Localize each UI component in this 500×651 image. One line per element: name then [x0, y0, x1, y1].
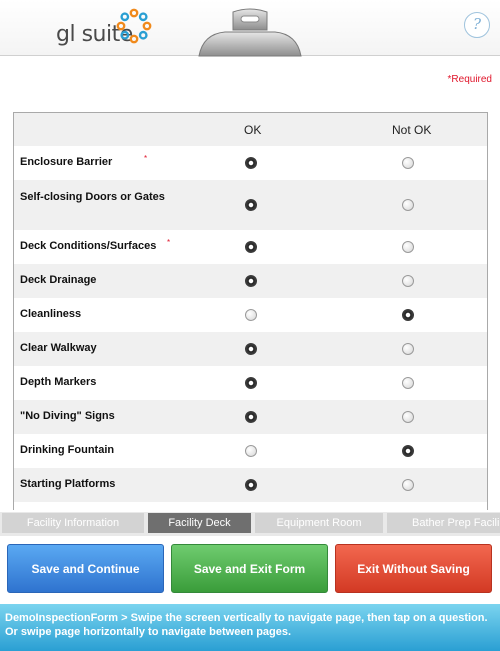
status-text: DemoInspectionForm > Swipe the screen vertically to navigate page, then tap on a question. Or swipe page horizontally to navigate between pages. — [5, 612, 488, 638]
question-label: Depth Markers — [20, 376, 97, 388]
table-row — [14, 400, 487, 434]
table-row — [14, 264, 487, 298]
question-label: Cleanliness — [20, 308, 82, 320]
col-header-ok: OK — [244, 123, 262, 137]
question-label: Deck Drainage — [20, 274, 97, 286]
question-label: Clear Walkway — [20, 342, 97, 354]
ok-radio[interactable] — [245, 309, 257, 321]
question-label: Drinking Fountain — [20, 444, 115, 456]
question-label: Starting Platforms — [20, 478, 116, 490]
question-label: Self-closing Doors or Gates — [20, 191, 165, 203]
question-label: Enclosure Barrier — [20, 156, 113, 168]
logo-flower-icon — [116, 8, 152, 44]
clipboard-clip-icon — [195, 8, 305, 58]
ok-radio[interactable] — [245, 199, 257, 211]
table-row — [14, 230, 487, 264]
ok-radio[interactable] — [245, 157, 257, 169]
required-marker: * — [144, 154, 148, 163]
logo-text: gl suite — [56, 22, 133, 47]
table-row — [14, 434, 487, 468]
exit-without-saving-button[interactable]: Exit Without Saving — [335, 544, 492, 593]
inspection-table — [13, 112, 488, 510]
table-row — [14, 146, 487, 180]
ok-radio[interactable] — [245, 343, 257, 355]
table-header-row — [14, 113, 487, 146]
tab-facility-deck[interactable]: Facility Deck — [148, 513, 251, 533]
not-ok-radio[interactable] — [402, 479, 414, 491]
glsuite-logo — [56, 8, 166, 48]
not-ok-radio[interactable] — [402, 343, 414, 355]
table-row — [14, 332, 487, 366]
not-ok-radio[interactable] — [402, 199, 414, 211]
not-ok-radio[interactable] — [402, 157, 414, 169]
tab-facility-information[interactable]: Facility Information — [2, 513, 144, 533]
ok-radio[interactable] — [245, 411, 257, 423]
not-ok-radio[interactable] — [402, 411, 414, 423]
col-header-not-ok: Not OK — [392, 123, 432, 137]
table-row — [14, 180, 487, 230]
not-ok-radio[interactable] — [402, 309, 414, 321]
question-label: "No Diving" Signs — [20, 410, 115, 422]
ok-radio[interactable] — [245, 479, 257, 491]
ok-radio[interactable] — [245, 241, 257, 253]
not-ok-radio[interactable] — [402, 445, 414, 457]
not-ok-radio[interactable] — [402, 377, 414, 389]
tab-equipment-room[interactable]: Equipment Room — [255, 513, 383, 533]
not-ok-radio[interactable] — [402, 275, 414, 287]
help-button[interactable]: ? — [464, 12, 490, 38]
table-row — [14, 468, 487, 502]
status-bar — [0, 604, 500, 651]
ok-radio[interactable] — [245, 377, 257, 389]
question-label: Deck Conditions/Surfaces — [20, 240, 157, 252]
table-row — [14, 366, 487, 400]
save-and-exit-button[interactable]: Save and Exit Form — [171, 544, 328, 593]
not-ok-radio[interactable] — [402, 241, 414, 253]
ok-radio[interactable] — [245, 275, 257, 287]
table-row — [14, 298, 487, 332]
required-marker: * — [167, 238, 171, 247]
app-header — [0, 0, 500, 56]
ok-radio[interactable] — [245, 445, 257, 457]
tab-bather-prep[interactable]: Bather Prep Facili — [387, 513, 500, 533]
required-note: *Required — [447, 74, 492, 85]
page-tabs — [0, 512, 500, 536]
save-and-continue-button[interactable]: Save and Continue — [7, 544, 164, 593]
